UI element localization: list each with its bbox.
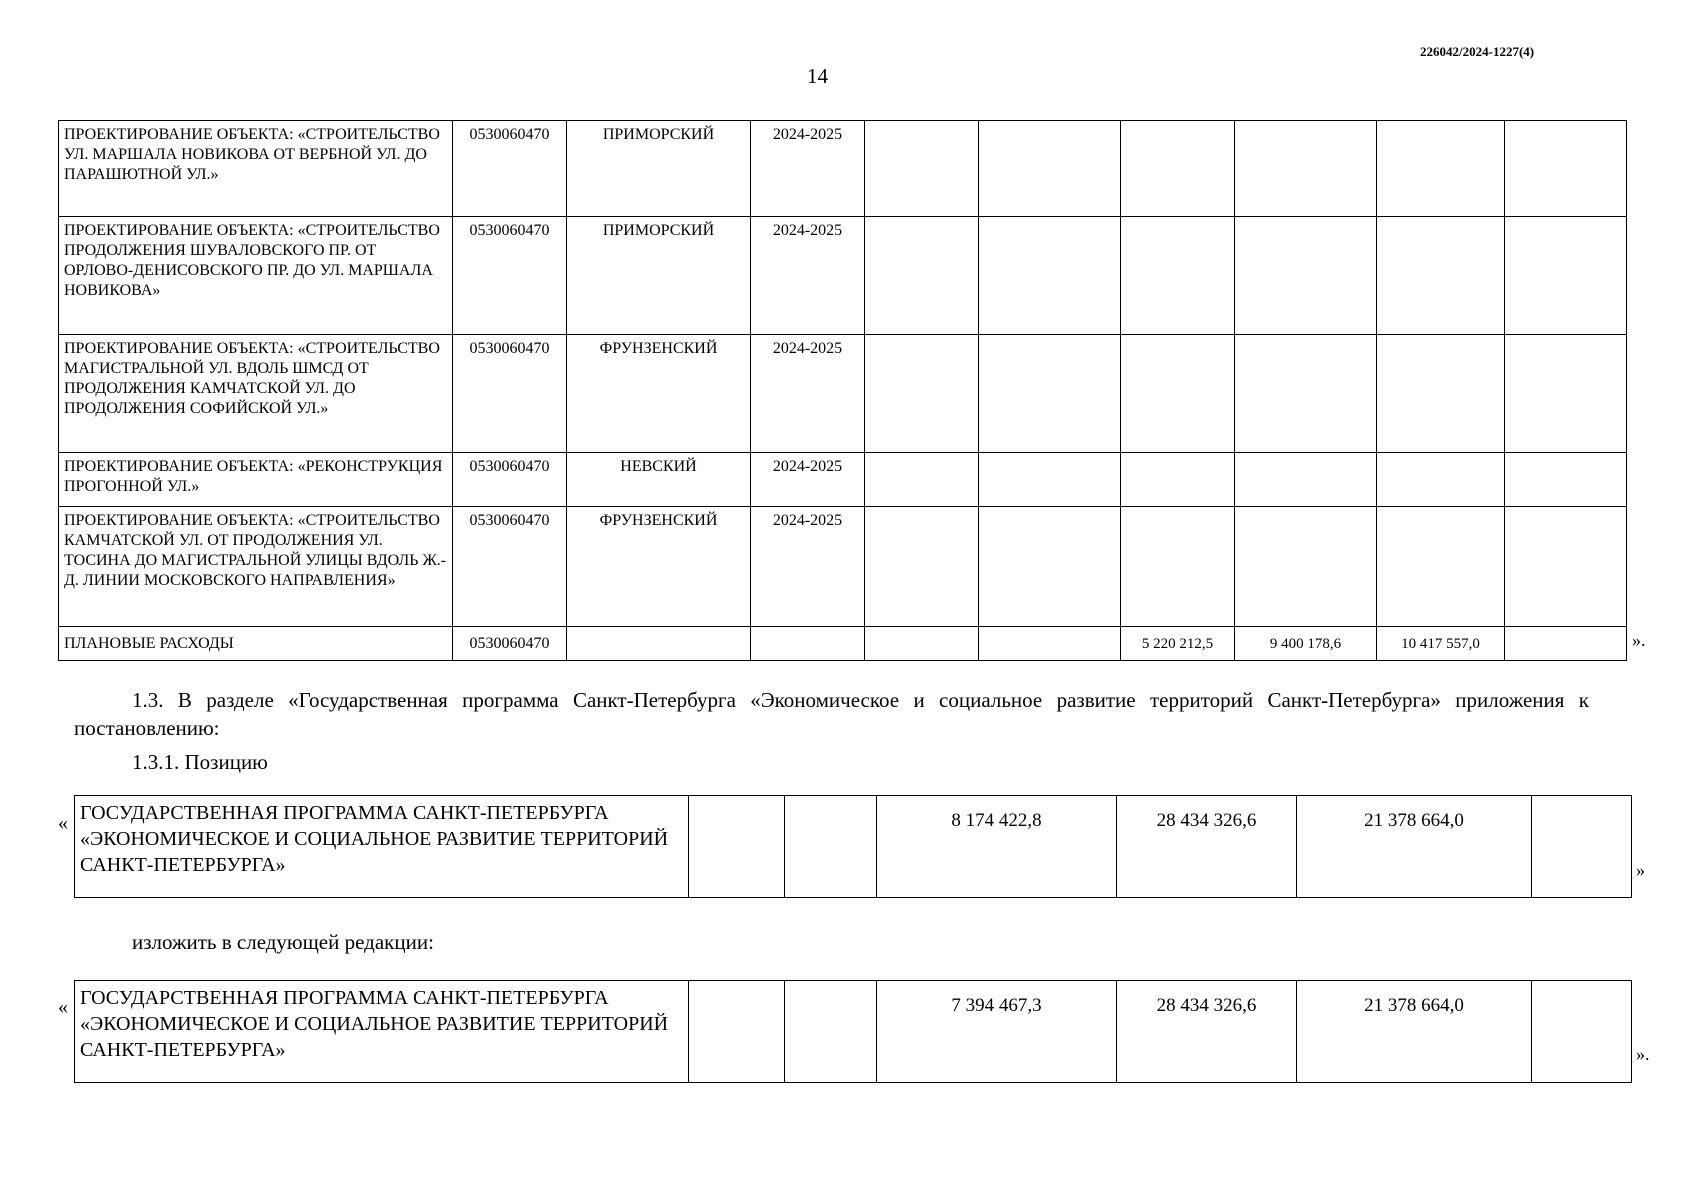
object-name: ПРОЕКТИРОВАНИЕ ОБЪЕКТА: «СТРОИТЕЛЬСТВО УЛ. МАРШАЛА НОВИКОВА ОТ ВЕРБНОЙ УЛ. ДО ПАРАШЮТНОЙ УЛ.» [59,121,453,217]
empty-cell [865,335,979,453]
table-row [59,453,1627,507]
period: 2024-2025 [751,217,865,335]
object-name: ПРОЕКТИРОВАНИЕ ОБЪЕКТА: «СТРОИТЕЛЬСТВО МАГИСТРАЛЬНОЙ УЛ. ВДОЛЬ ШМСД ОТ ПРОДОЛЖЕНИЯ КАМЧАТСКОЙ УЛ. ДО ПРОДОЛЖЕНИЯ СОФИЙСКОЙ УЛ.» [59,335,453,453]
district: ФРУНЗЕНСКИЙ [567,507,751,627]
amount-cell: 10 417 557,0 [1377,627,1505,661]
opening-quote: « [58,812,68,834]
position-paragraph: 1.3.1. Позицию [132,750,268,774]
amount-cell [1377,121,1505,217]
amount-cell [1377,335,1505,453]
program-table-old [74,795,1632,898]
empty-cell [1505,217,1627,335]
empty-cell [1505,121,1627,217]
object-name: ПРОЕКТИРОВАНИЕ ОБЪЕКТА: «СТРОИТЕЛЬСТВО КАМЧАТСКОЙ УЛ. ОТ ПРОДОЛЖЕНИЯ УЛ. ТОСИНА ДО МАГИСТРАЛЬНОЙ УЛИЦЫ ВДОЛЬ Ж.-Д. ЛИНИИ МОСКОВСКОГО НАПРАВЛЕНИЯ» [59,507,453,627]
amount-cell: 5 220 212,5 [1121,627,1235,661]
opening-quote: « [58,996,68,1018]
closing-quote: » [1636,860,1645,880]
document-number: 226042/2024-1227(4) [1420,44,1535,59]
amount-cell [1235,121,1377,217]
empty-cell [865,121,979,217]
empty-cell [979,217,1121,335]
empty-cell [865,217,979,335]
period: 2024-2025 [751,335,865,453]
district: ПРИМОРСКИЙ [567,217,751,335]
empty-cell [865,453,979,507]
table-row [75,981,1632,1083]
district: ФРУНЗЕНСКИЙ [567,335,751,453]
amendment-paragraph: изложить в следующей редакции: [132,930,434,954]
table-row [59,507,1627,627]
program-name: ГОСУДАРСТВЕННАЯ ПРОГРАММА САНКТ-ПЕТЕРБУРГА «ЭКОНОМИЧЕСКОЕ И СОЦИАЛЬНОЕ РАЗВИТИЕ ТЕРРИТОРИЙ САНКТ-ПЕТЕРБУРГА» [75,981,689,1083]
table-row [59,217,1627,335]
section-paragraph-text: 1.3. В разделе «Государственная программа Санкт-Петербурга «Экономическое и социальное развитие территорий Санкт-Петербурга» приложения к постановлению: [74,688,1589,740]
object-name: ПРОЕКТИРОВАНИЕ ОБЪЕКТА: «РЕКОНСТРУКЦИЯ ПРОГОННОЙ УЛ.» [59,453,453,507]
target-code: 0530060470 [453,627,567,661]
object-name: ПРОЕКТИРОВАНИЕ ОБЪЕКТА: «СТРОИТЕЛЬСТВО ПРОДОЛЖЕНИЯ ШУВАЛОВСКОГО ПР. ОТ ОРЛОВО-ДЕНИСОВСКОГО ПР. ДО УЛ. МАРШАЛА НОВИКОВА» [59,217,453,335]
program-table-new [74,980,1632,1083]
program-name: ГОСУДАРСТВЕННАЯ ПРОГРАММА САНКТ-ПЕТЕРБУРГА «ЭКОНОМИЧЕСКОЕ И СОЦИАЛЬНОЕ РАЗВИТИЕ ТЕРРИТОРИЙ САНКТ-ПЕТЕРБУРГА» [75,796,689,898]
empty-cell [1505,507,1627,627]
empty-cell [785,981,877,1083]
table-row [75,796,1632,898]
amount-cell [1121,507,1235,627]
period: 2024-2025 [751,121,865,217]
empty-cell [1532,981,1632,1083]
target-code: 0530060470 [453,217,567,335]
amount-cell [1235,217,1377,335]
amount-cell [1235,453,1377,507]
empty-cell [979,453,1121,507]
amount-cell: 21 378 664,0 [1297,796,1532,898]
period [751,627,865,661]
target-code: 0530060470 [453,507,567,627]
empty-cell [865,507,979,627]
amount-cell [1121,121,1235,217]
district [567,627,751,661]
target-code: 0530060470 [453,335,567,453]
total-label: ПЛАНОВЫЕ РАСХОДЫ [59,627,453,661]
empty-cell [1505,627,1627,661]
amount-cell: 21 378 664,0 [1297,981,1532,1083]
period: 2024-2025 [751,507,865,627]
amount-cell: 8 174 422,8 [877,796,1117,898]
table-row [59,335,1627,453]
amount-cell [1235,507,1377,627]
closing-quote: ». [1632,630,1646,650]
table-row-total [59,627,1627,661]
empty-cell [865,627,979,661]
empty-cell [1505,335,1627,453]
amount-cell: 7 394 467,3 [877,981,1117,1083]
empty-cell [979,627,1121,661]
amount-cell [1377,453,1505,507]
target-code: 0530060470 [453,121,567,217]
amount-cell [1121,217,1235,335]
empty-cell [689,981,785,1083]
amount-cell [1121,335,1235,453]
table-row [59,121,1627,217]
amount-cell: 9 400 178,6 [1235,627,1377,661]
district: НЕВСКИЙ [567,453,751,507]
amount-cell [1377,217,1505,335]
empty-cell [979,121,1121,217]
amount-cell [1377,507,1505,627]
district: ПРИМОРСКИЙ [567,121,751,217]
empty-cell [979,335,1121,453]
empty-cell [979,507,1121,627]
amount-cell [1121,453,1235,507]
period: 2024-2025 [751,453,865,507]
target-code: 0530060470 [453,453,567,507]
amount-cell [1235,335,1377,453]
amount-cell: 28 434 326,6 [1117,796,1297,898]
empty-cell [1532,796,1632,898]
closing-quote: ». [1636,1044,1650,1064]
empty-cell [1505,453,1627,507]
expenses-table [58,120,1627,661]
amount-cell: 28 434 326,6 [1117,981,1297,1083]
empty-cell [785,796,877,898]
section-paragraph [74,686,1589,742]
empty-cell [689,796,785,898]
page-number: 14 [807,64,828,88]
